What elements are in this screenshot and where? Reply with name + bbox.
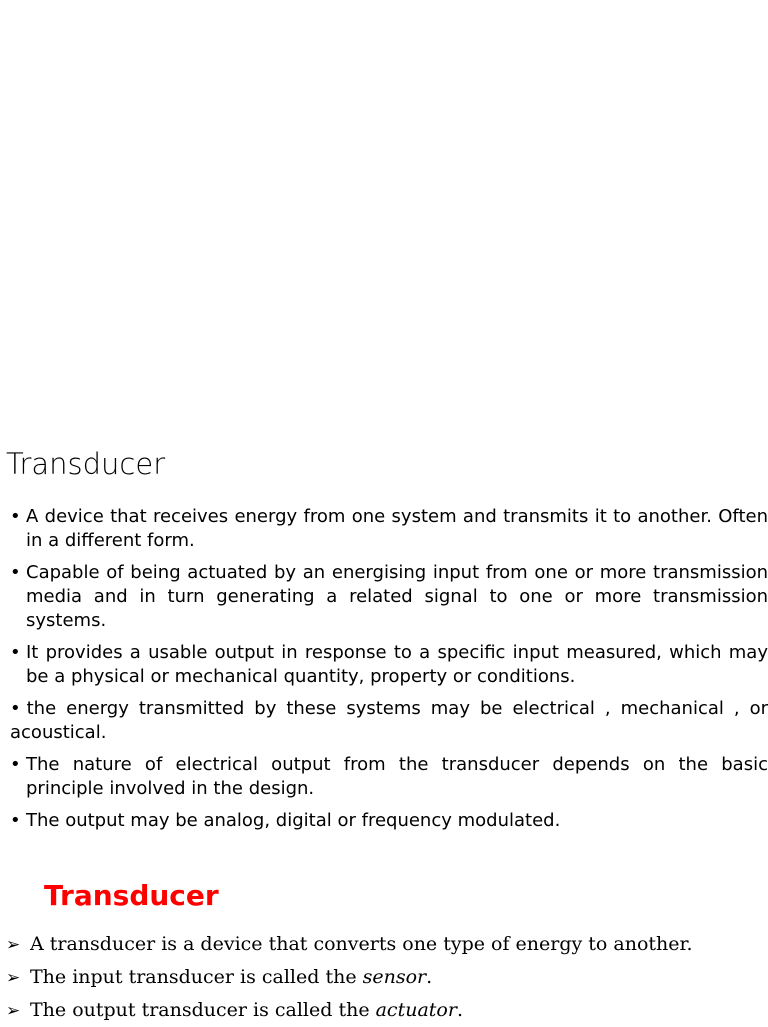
bullet-icon: •: [10, 810, 21, 831]
bullet-text: The output may be analog, digital or frequency modulated.: [26, 810, 561, 831]
bullet-text: the energy transmitted by these systems may be electrical , mechanical , or acoustical.: [10, 698, 768, 743]
bullet-item: [10, 809, 768, 833]
arrow-item: [6, 928, 693, 961]
arrow-bullet-icon: ➢: [6, 968, 21, 988]
bullet-icon: •: [10, 754, 21, 775]
arrow-bullet-icon: ➢: [6, 935, 21, 955]
arrow-text: The output transducer is called the: [30, 999, 376, 1021]
arrow-text: A transducer is a device that converts one type of energy to another.: [30, 933, 693, 955]
sensor-term: sensor: [362, 966, 427, 988]
bullet-text: A device that receives energy from one system and transmits it to another. Often in a different form.: [26, 506, 768, 551]
arrow-bullet-icon: ➢: [6, 1001, 21, 1021]
bullet-item: [10, 561, 768, 633]
bullet-list: [10, 505, 768, 841]
bullet-item: [10, 505, 768, 553]
bullet-icon: •: [10, 562, 21, 583]
arrow-suffix: .: [456, 999, 463, 1021]
bullet-icon: •: [10, 698, 21, 719]
bullet-item: [10, 641, 768, 689]
actuator-term: actuator: [375, 999, 457, 1021]
bullet-item: [10, 753, 768, 801]
arrow-item: [6, 961, 693, 994]
bullet-text: The nature of electrical output from the transducer depends on the basic principle involved in the design.: [26, 754, 768, 799]
slide-title: Transducer: [6, 447, 166, 481]
arrow-item: [6, 994, 693, 1027]
bullet-icon: •: [10, 642, 21, 663]
bullet-text: Capable of being actuated by an energising input from one or more transmission media and in turn generating a related signal to one or more transmission systems.: [26, 562, 768, 631]
bullet-icon: •: [10, 506, 21, 527]
arrow-text: The input transducer is called the: [30, 966, 363, 988]
section-title: Transducer: [44, 879, 219, 912]
arrow-suffix: .: [426, 966, 433, 988]
arrow-list: [6, 928, 693, 1027]
bullet-text: It provides a usable output in response to a specific input measured, which may be a physical or mechanical quantity, property or conditions.: [26, 642, 768, 687]
bullet-item: [10, 697, 768, 745]
